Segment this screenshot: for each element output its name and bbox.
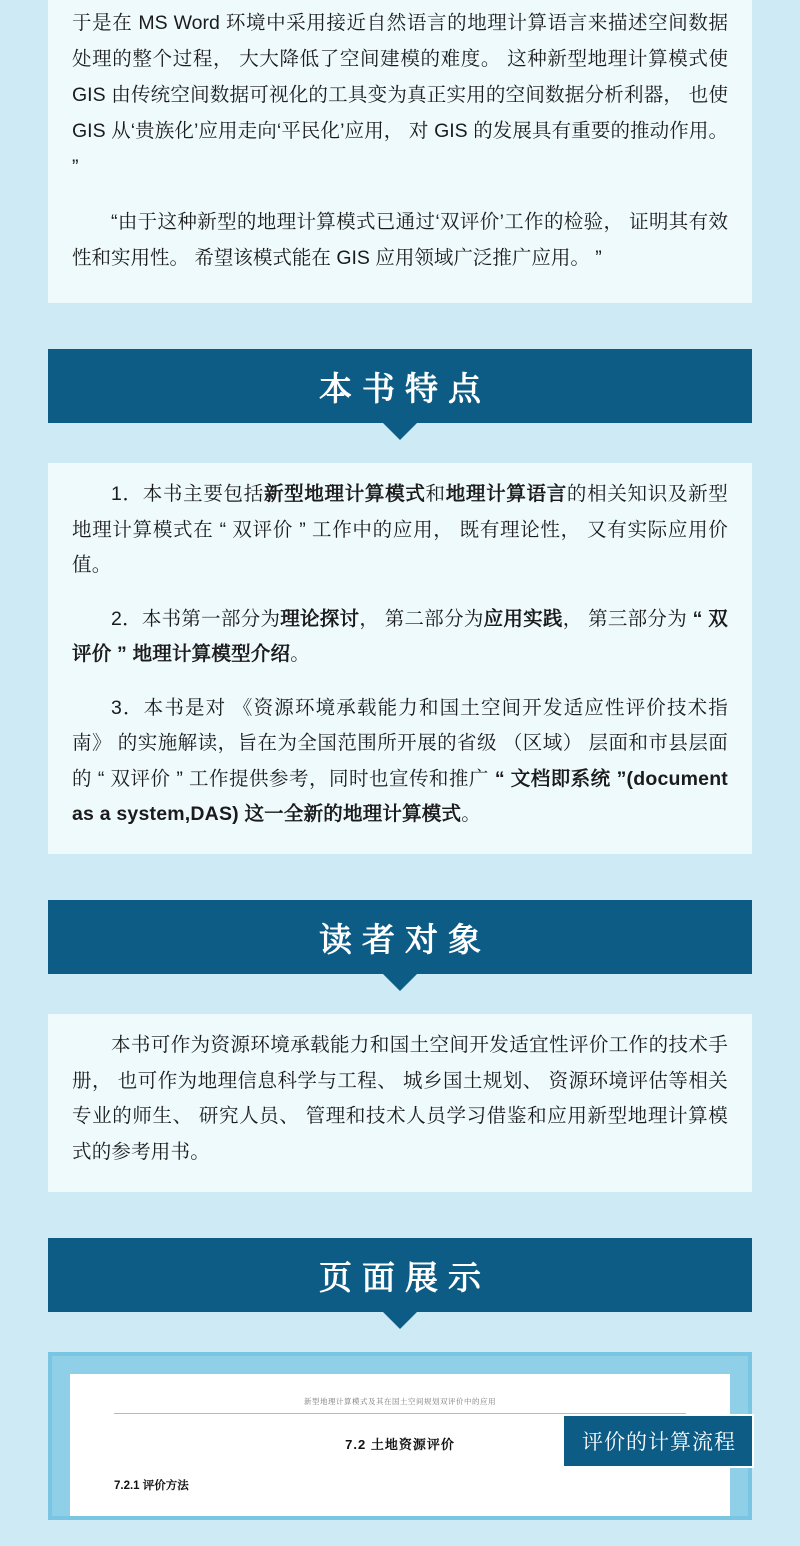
banner-bar bbox=[48, 349, 752, 423]
plain-text: 3．本书是对 《资源环境承载能力和国土空间开发适应性评价技术指南》 的实施解读，旨在为全国范围所开展的省级 （区域） 层面和市县层面的 “ 双评价 ” 工作提供参考，同时也宣传和推广 bbox=[72, 696, 728, 790]
emphasis-text: 地理计算语言 bbox=[445, 483, 567, 506]
section-banner-preview bbox=[48, 1238, 752, 1312]
banner-title-audience: 读者对象 bbox=[319, 920, 491, 958]
emphasis-text: 应用实践 bbox=[483, 607, 563, 630]
plain-text: 2．本书第一部分为 bbox=[111, 607, 281, 630]
banner-title-features: 本书特点 bbox=[319, 369, 491, 407]
plain-text: 和 bbox=[425, 483, 446, 506]
feature-item-1 bbox=[72, 477, 728, 583]
plain-text: 。 bbox=[290, 643, 310, 666]
audience-card bbox=[48, 1014, 752, 1192]
banner-notch-icon bbox=[382, 422, 418, 440]
plain-text: ， 第二部分为 bbox=[359, 607, 484, 630]
section-banner-features bbox=[48, 349, 752, 423]
feature-item-3 bbox=[72, 691, 728, 833]
banner-bar bbox=[48, 900, 752, 974]
page-preview bbox=[48, 1352, 752, 1520]
emphasis-text: “ 文档即系统 ”(document as a system,DAS) 这一全新的地理计算模式 bbox=[72, 767, 728, 825]
section-banner-audience bbox=[48, 900, 752, 974]
plain-text: 的相关知识及新型地理计算模式在 “ 双评价 ” 工作中的应用， 既有理论性， 又有实际应用价值。 bbox=[72, 483, 729, 577]
plain-text: 。 bbox=[461, 803, 481, 825]
paper-running-head: 新型地理计算模式及其在国土空间规划双评价中的应用 bbox=[114, 1396, 686, 1414]
emphasis-text: “ 双评价 ” 地理计算模型介绍 bbox=[72, 607, 728, 666]
preview-callout-label: 评价的计算流程 bbox=[562, 1414, 754, 1468]
banner-notch-icon bbox=[382, 973, 418, 991]
feature-item-2 bbox=[72, 602, 728, 673]
plain-text: 本书可作为资源环境承载能力和国土空间开发适宜性评价工作的技术手册， 也可作为地理信息科学与工程、 城乡国土规划、 资源环境评估等相关专业的师生、 研究人员、 管理和技术人员学习借鉴和应用新型地理计算模式的参考用书。 bbox=[72, 1034, 728, 1163]
paper-section-heading: 7.2 土地资源评价 bbox=[345, 1437, 455, 1453]
features-card bbox=[48, 463, 752, 854]
intro-paragraph-1: 于是在 MS Word 环境中采用接近自然语言的地理计算语言来描述空间数据处理的整个过程， 大大降低了空间建模的难度。 这种新型地理计算模式使 GIS 由传统空间数据可视化的工具变为真正实用的空间数据分析利器， 也使 GIS 从‘贵族化’应用走向‘平民化’应用， 对 GIS 的发展具有重要的推动作用。 ” bbox=[72, 12, 728, 178]
banner-title-preview: 页面展示 bbox=[319, 1258, 491, 1296]
audience-paragraph bbox=[72, 1028, 728, 1170]
plain-text: ， 第三部分为 bbox=[562, 607, 693, 630]
intro-paragraph-2: “由于这种新型的地理计算模式已通过‘双评价’工作的检验， 证明其有效性和实用性。 希望该模式能在 GIS 应用领域广泛推广应用。 ” bbox=[72, 211, 728, 270]
paper-subsection-heading: 7.2.1 评价方法 bbox=[114, 1480, 189, 1493]
plain-text: 1．本书主要包括 bbox=[111, 483, 264, 506]
banner-notch-icon bbox=[382, 1311, 418, 1329]
intro-text-block bbox=[48, 0, 752, 303]
emphasis-text: 理论探讨 bbox=[280, 607, 360, 630]
banner-bar bbox=[48, 1238, 752, 1312]
emphasis-text: 新型地理计算模式 bbox=[263, 483, 426, 506]
